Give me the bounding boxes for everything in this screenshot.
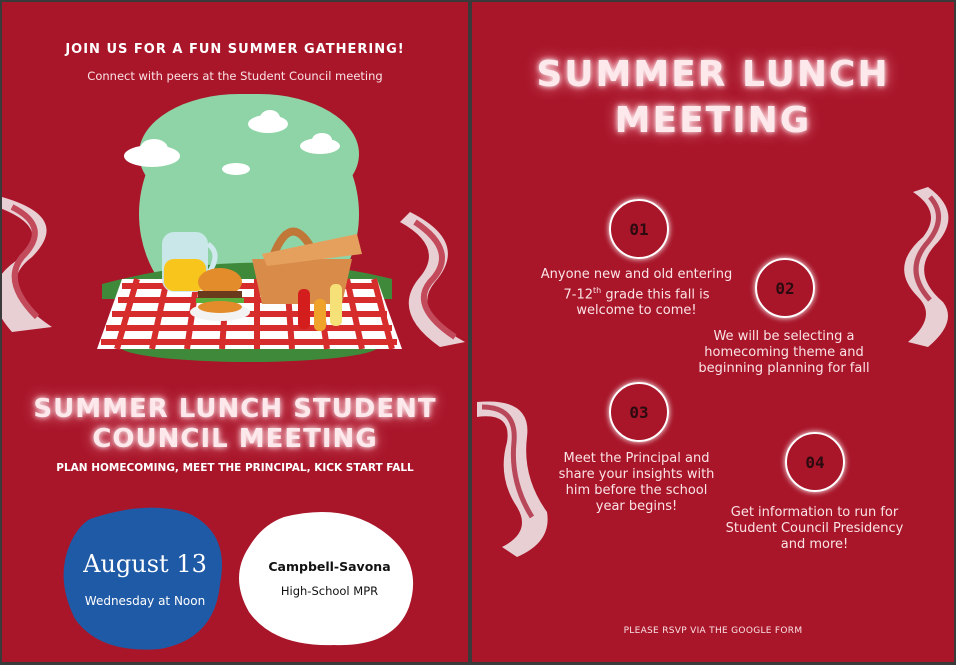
date-blob [60,504,230,654]
step-number-01: 01 [609,199,669,259]
venue-name: Campbell-Savona [268,559,391,574]
right-title-line1: SUMMER LUNCH [536,54,890,95]
event-date: August 13 [83,550,207,578]
venue-blob [234,507,424,652]
rsvp-note: PLEASE RSVP VIA THE GOOGLE FORM [623,626,803,636]
step-number-02: 02 [755,258,815,318]
flyer-left-page [2,2,468,662]
step-text-01: Anyone new and old entering 7-12th grade this fall is welcome to come! [540,267,733,319]
step-text-02: We will be selecting a homecoming theme and beginning planning for fall [698,329,870,376]
tagline: PLAN HOMECOMING, MEET THE PRINCIPAL, KICK START FALL [56,462,414,474]
swirl-decoration-right [380,202,468,352]
invite-heading: JOIN US FOR A FUN SUMMER GATHERING! [65,42,405,57]
invite-subtitle: Connect with peers at the Student Council meeting [87,69,383,83]
swirl-decoration-bottom-left [472,392,557,562]
right-title-line2: MEETING [614,100,812,141]
step-number-04: 04 [785,432,845,492]
swirl-decoration-left [2,187,82,337]
main-title-line1: SUMMER LUNCH STUDENT [33,394,437,424]
event-time: Wednesday at Noon [84,594,206,608]
swirl-decoration-top-right [868,182,954,352]
venue-place: High-School MPR [280,584,379,598]
step-number-03: 03 [609,382,669,442]
main-title-line2: COUNCIL MEETING [92,424,378,454]
picnic-illustration [92,94,412,374]
flyer-right-page [472,2,954,662]
step-text-03: Meet the Principal and share your insights with him before the school year begins! [558,451,715,514]
step-text-04: Get information to run for Student Council Presidency and more! [725,505,904,552]
